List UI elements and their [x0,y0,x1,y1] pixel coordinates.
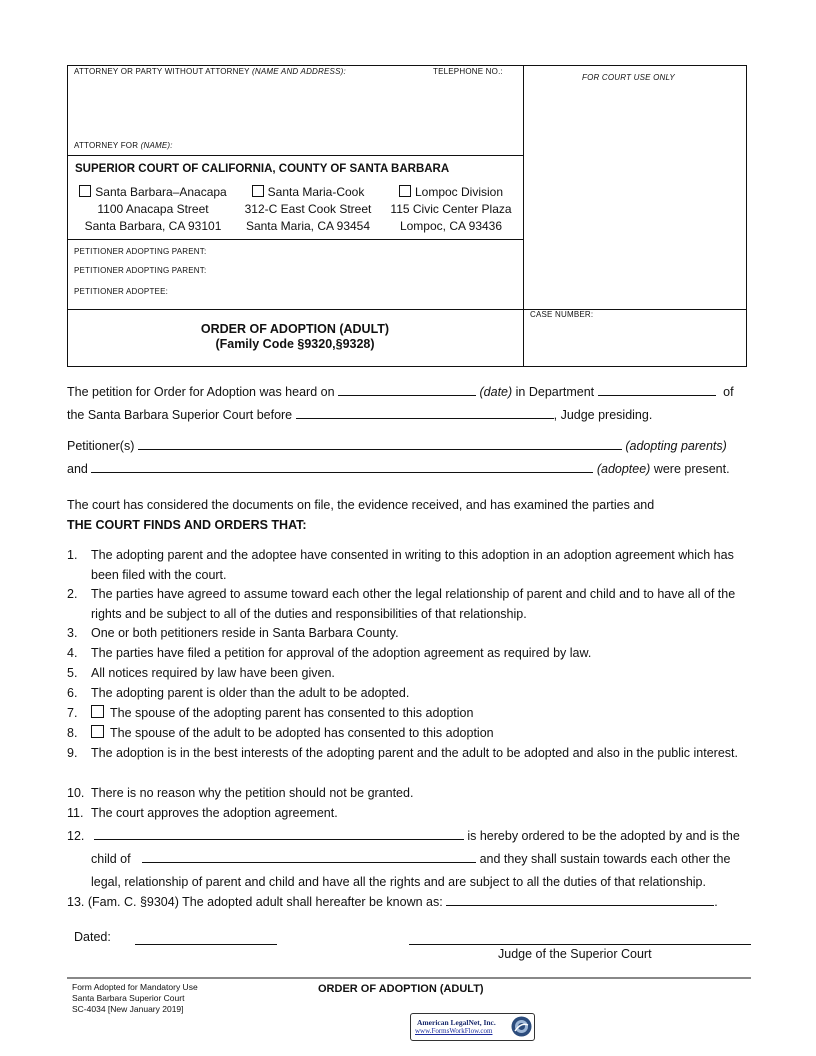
footer-title: ORDER OF ADOPTION (ADULT) [318,983,484,995]
court-use-label: FOR COURT USE ONLY [582,73,675,82]
finding-7-checkbox[interactable] [91,705,104,718]
finding-10: 10. There is no reason why the petition should not be granted. [67,786,414,800]
adoptee-name-field[interactable] [94,829,464,840]
logo-company-name: American LegalNet, Inc. [417,1018,496,1027]
logo-url: www.FormsWorkFlow.com [415,1027,493,1035]
new-name-field[interactable] [446,895,714,906]
finding-6: 6. The adopting parent is older than the adult to be adopted. [67,686,410,700]
hearing-date-field[interactable] [338,385,476,396]
petitioner-parent-1-label: PETITIONER ADOPTING PARENT: [74,247,207,256]
finding-13: 13. (Fam. C. §9304) The adopted adult shall hereafter be known as: . [67,895,718,909]
finding-4: 4. The parties have filed a petition for approval of the adoption agreement as required by law. [67,646,592,660]
dated-field[interactable] [135,944,277,945]
adoptee-field[interactable] [91,462,593,473]
finding-8-checkbox[interactable] [91,725,104,738]
petitioners-line: Petitioner(s) (adopting parents) [67,439,727,453]
finding-1: 1. The adopting parent and the adoptee have consented in writing to this adoption in an adoption agreement which has been filed with the court. [67,548,734,582]
attorney-label: ATTORNEY OR PARTY WITHOUT ATTORNEY (NAME AND ADDRESS): [74,67,346,76]
attorney-for-label: ATTORNEY FOR (NAME): [74,141,173,150]
anacapa-checkbox[interactable] [79,185,91,197]
department-field[interactable] [598,385,716,396]
telephone-label: TELEPHONE NO.: [433,67,503,76]
judge-label: Judge of the Superior Court [498,947,652,961]
dated-label: Dated: [74,930,111,944]
santa-maria-checkbox[interactable] [252,185,264,197]
legalnet-logo[interactable] [410,1013,535,1041]
findings-heading: THE COURT FINDS AND ORDERS THAT: [67,518,307,532]
finding-12: 12. is hereby ordered to be the adopted by and is the child of and they shall sustain towards each other the legal, relationship of parent and child and have all the rights and are subject to all the duties of that relationship. [67,829,740,889]
finding-2: 2. The parties have agreed to assume toward each other the legal relationship of parent and child and to have all of the rights and be subject to all of the duties and responsibilities of that relationship. [67,587,736,621]
court-name: SUPERIOR COURT OF CALIFORNIA, COUNTY OF SANTA BARBARA [75,163,450,175]
petitioner-parent-2-label: PETITIONER ADOPTING PARENT: [74,266,207,275]
case-number-label: CASE NUMBER: [530,310,594,319]
hearing-paragraph-line1: The petition for Order for Adoption was heard on (date) in Department of [67,385,734,399]
finding-5: 5. All notices required by law have been given. [67,666,335,680]
caption-divider [523,65,524,366]
adopting-parent-field[interactable] [142,852,476,863]
location-lompoc: Lompoc Division 115 Civic Center Plaza Lompoc, CA 93436 [390,185,512,233]
adoptee-line: and (adoptee) were present. [67,462,730,476]
hearing-paragraph-line2: the Santa Barbara Superior Court before , Judge presiding. [67,408,653,422]
finding-7: 7. The spouse of the adopting parent has consented to this adoption [67,706,474,720]
finding-3: 3. One or both petitioners reside in Santa Barbara County. [67,626,399,640]
footer-form-info: Form Adopted for Mandatory Use Santa Barbara Superior Court SC-4034 [New January 2019] [72,982,198,1014]
location-anacapa: Santa Barbara–Anacapa 1100 Anacapa Street Santa Barbara, CA 93101 [78,184,228,235]
finding-8: 8. The spouse of the adult to be adopted has consented to this adoption [67,726,494,740]
judge-signature-line[interactable] [409,944,751,945]
logo-swirl-icon [511,1016,532,1037]
footer-rule [67,977,751,979]
petitioner-adoptee-label: PETITIONER ADOPTEE: [74,287,169,296]
location-santa-maria: Santa Maria-Cook 312-C East Cook Street Santa Maria, CA 93454 [244,185,372,233]
form-title: ORDER OF ADOPTION (ADULT) [200,322,390,336]
lompoc-checkbox[interactable] [399,185,411,197]
judge-name-field[interactable] [296,408,554,419]
finding-11: 11. The court approves the adoption agreement. [67,806,338,820]
considered-paragraph: The court has considered the documents on file, the evidence received, and has examined the parties and [67,498,655,512]
petitioners-field[interactable] [138,439,622,450]
form-subtitle: (Family Code §9320,§9328) [215,337,375,351]
finding-9: 9. The adoption is in the best interests of the adopting parent and the adult to be adopted and also in the public interest. [67,746,738,760]
